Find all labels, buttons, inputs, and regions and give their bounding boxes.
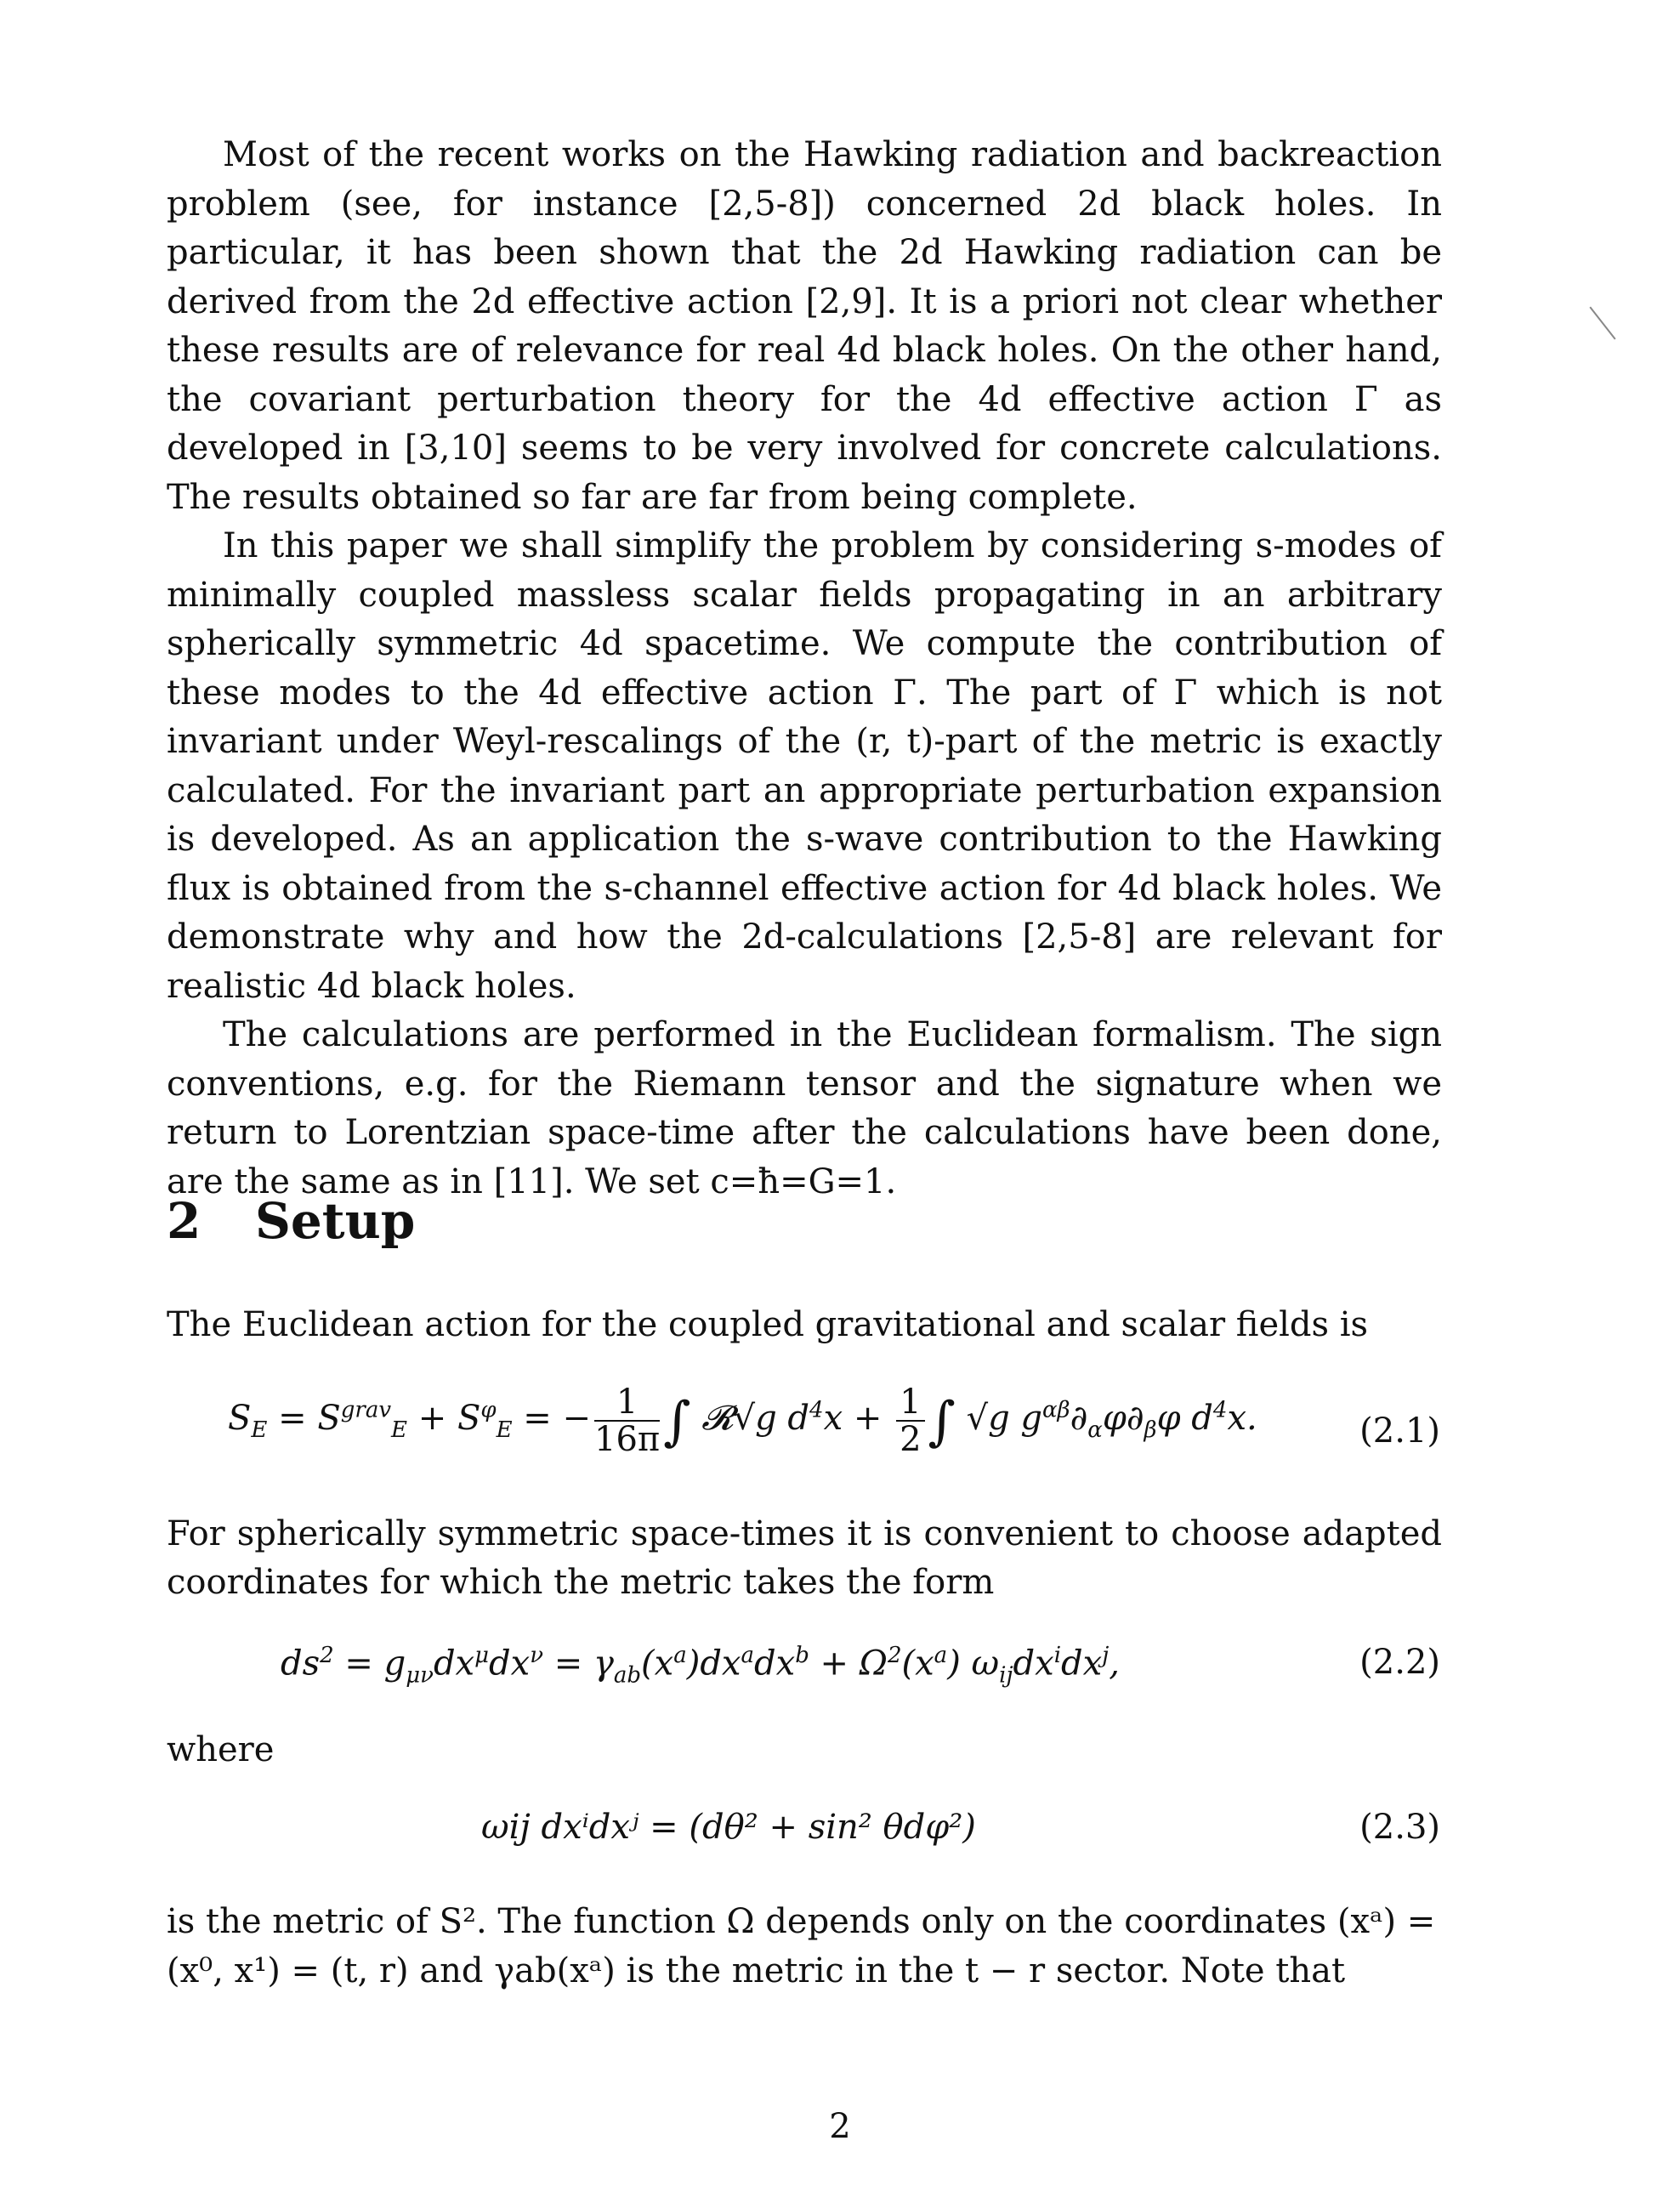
coords-intro: For spherically symmetric space-times it is convenient to choose adapted coordinates for which the metric takes the form <box>167 1514 1442 1602</box>
equation-2-3: ωij dxⁱdxʲ = (dθ² + sin² θdφ²) <box>481 1808 976 1847</box>
paragraph-2: In this paper we shall simplify the problem by considering s-modes of minimally coupled massless scalar fields propagating in an arbitrary spherically symmetric 4d spacetime. We compute the contribution of these modes to the 4d effective action Γ. The part of Γ which is not invariant under Weyl-rescalings of the (r, t)-part of the metric is exactly calculated. For the invariant part an appropriate perturbation expansion is developed. As an application the s-wave contribution to the Hawking flux is obtained from the s-channel effective action for 4d black holes. We demonstrate why and how the 2d-calculations [2,5-8] are relevant for realistic 4d black holes. <box>167 526 1442 1006</box>
equation-number-2-1: (2.1) <box>1359 1411 1440 1451</box>
sphere-text-line-1: is the metric of S². The function Ω depends only on the coordinates (xᵃ) = <box>167 1902 1436 1941</box>
fraction-1-over-16pi: $\frac{1}{16\pi}$ <box>594 1383 661 1459</box>
section-title: Setup <box>255 1192 416 1250</box>
intro-text <box>167 131 1442 1207</box>
equation-2-2: $ds^2 = g_{\mu\nu}dx^\mu dx^\nu = \gamma_{ab}(x^a)dx^adx^b + \Omega^2(x^a)$ $\omega_{ij}dx^idx^j$, <box>281 1643 1120 1689</box>
section-number: 2 <box>167 1192 201 1250</box>
equation-2-1: $S_E = S^{grav}_E + S^\varphi_E$ = − $\frac{1}{16\pi}$ ∫ 𝓡√g $d^4x$ + $\frac{1}{2}$ ∫ √g $g^{\alpha\beta}\partial_\alpha\varphi\partial_\beta\varphi$ $d^4x$. <box>228 1383 1257 1459</box>
where-text: where <box>167 1730 275 1769</box>
paragraph-3: The calculations are performed in the Euclidean formalism. The sign conventions, e.g. for the Riemann tensor and the signature when we return to Lorentzian space-time after the calculations have been done, are the same as in [11]. We set c=ħ=G=1. <box>167 1015 1442 1201</box>
equation-number-2-3: (2.3) <box>1359 1808 1440 1847</box>
margin-mark <box>1589 306 1615 339</box>
fraction-1-over-2: $\frac{1}{2}$ <box>896 1384 924 1457</box>
equation-number-2-2: (2.2) <box>1359 1643 1440 1682</box>
action-intro: The Euclidean action for the coupled gravitational and scalar fields is <box>167 1305 1369 1344</box>
sphere-text-line-2: (x⁰, x¹) = (t, r) and γab(xᵃ) is the metric in the t − r sector. Note that <box>167 1951 1346 1990</box>
page-number: 2 <box>829 2107 851 2146</box>
section-heading <box>167 1192 415 1250</box>
paragraph-1: Most of the recent works on the Hawking radiation and backreaction problem (see, for instance [2,5-8]) concerned 2d black holes. In particular, it has been shown that the 2d Hawking radiation can be derived from the 2d effective action [2,9]. It is a priori not clear whether these results are of relevance for real 4d black holes. On the other hand, the covariant perturbation theory for the 4d effective action Γ as developed in [3,10] seems to be very involved for concrete calculations. The results obtained so far are far from being complete. <box>167 135 1442 517</box>
